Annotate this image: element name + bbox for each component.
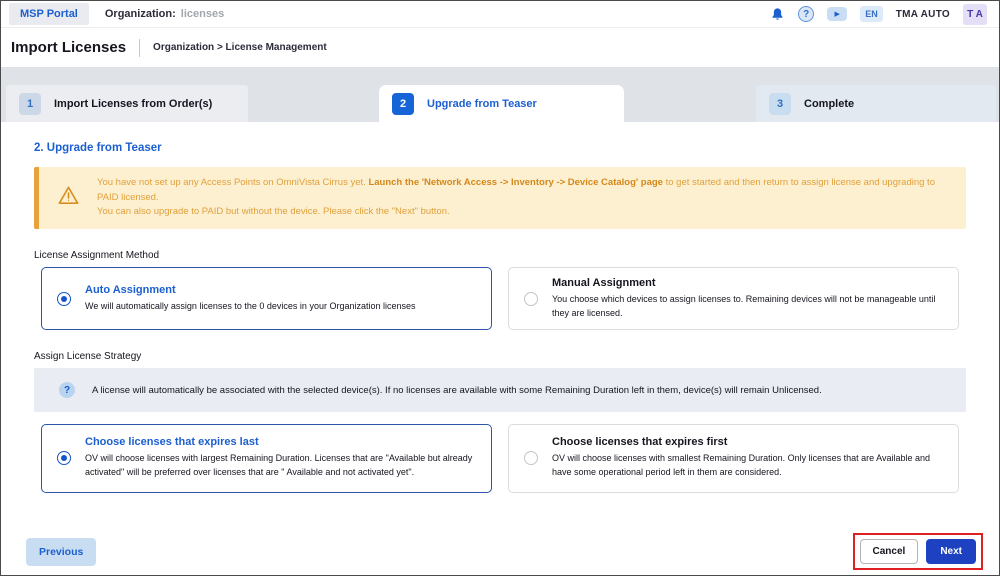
expires-last-title: Choose licenses that expires last xyxy=(85,436,259,449)
assign-license-strategy-label: Assign License Strategy xyxy=(34,351,142,363)
msp-portal-tab[interactable]: MSP Portal xyxy=(9,3,89,25)
license-assignment-method-label: License Assignment Method xyxy=(34,250,160,262)
expires-first-title: Choose licenses that expires first xyxy=(552,436,728,449)
manual-assignment-option[interactable] xyxy=(508,267,959,330)
section-title: 2. Upgrade from Teaser xyxy=(34,142,162,154)
manual-assignment-description: You choose which devices to assign licenses to. Remaining devices will not be manageable until they are licensed. xyxy=(552,294,936,318)
step-2-label: Upgrade from Teaser xyxy=(427,97,537,110)
expires-first-radio[interactable] xyxy=(524,451,538,465)
auto-assignment-text xyxy=(85,284,416,314)
page-title: Import Licenses xyxy=(11,39,127,56)
account-name: TMA AUTO xyxy=(895,8,950,20)
tab-complete[interactable] xyxy=(756,85,996,122)
previous-button[interactable]: Previous xyxy=(26,538,96,566)
auto-assignment-description: We will automatically assign licenses to the 0 devices in your Organization licenses xyxy=(85,300,416,311)
expires-last-text xyxy=(85,436,476,479)
wizard-tab-strip xyxy=(1,67,999,122)
header-divider xyxy=(139,39,140,57)
tour-play-icon[interactable]: ▶ xyxy=(827,7,847,21)
assignment-method-options xyxy=(41,267,959,330)
strategy-options xyxy=(41,424,959,493)
step-2-badge: 2 xyxy=(392,93,414,115)
help-icon[interactable]: ? xyxy=(798,6,814,22)
language-badge[interactable]: EN xyxy=(860,6,883,22)
page-header xyxy=(1,28,999,67)
warning-line1-post: to get started and then return to assign license and upgrading to PAID licensed. xyxy=(97,177,935,203)
breadcrumb[interactable]: Organization > License Management xyxy=(153,42,327,53)
warning-banner xyxy=(34,167,966,229)
cancel-button[interactable]: Cancel xyxy=(860,539,919,564)
wizard-step-content xyxy=(1,122,999,575)
tab-import-licenses-from-orders[interactable] xyxy=(6,85,248,122)
organization-label: Organization: xyxy=(104,8,176,20)
topbar-actions xyxy=(770,4,987,25)
warning-line1-pre: You have not set up any Access Points on OmniVista Cirrus yet. xyxy=(97,177,369,188)
highlighted-action-group xyxy=(853,533,983,570)
warning-triangle-icon xyxy=(57,184,80,212)
user-avatar[interactable]: T A xyxy=(963,4,987,25)
question-circle-icon: ? xyxy=(59,382,75,398)
auto-assignment-title: Auto Assignment xyxy=(85,283,176,296)
expires-last-radio[interactable] xyxy=(57,451,71,465)
strategy-info-text: A license will automatically be associated with the selected device(s). If no licenses are available with some Remaining Duration left in them, device(s) will remain Unlicensed. xyxy=(92,384,822,396)
manual-assignment-radio[interactable] xyxy=(524,292,538,306)
expires-first-text xyxy=(552,436,943,479)
expires-last-description: OV will choose licenses with largest Remaining Duration. Licenses that are "Available but already activated" will be preferred over licenses that are " Available and not activated yet". xyxy=(85,453,473,477)
manual-assignment-title: Manual Assignment xyxy=(552,277,656,290)
notifications-bell-icon[interactable] xyxy=(770,7,785,22)
warning-line-2: You can also upgrade to PAID but without the device. Please click the "Next" button. xyxy=(97,206,450,218)
step-1-label: Import Licenses from Order(s) xyxy=(54,97,213,110)
strategy-info-banner xyxy=(34,368,966,412)
warning-line-1 xyxy=(97,176,950,205)
warning-text xyxy=(97,176,950,220)
auto-assignment-option[interactable] xyxy=(41,267,492,330)
organization-value[interactable]: licenses xyxy=(180,8,225,20)
auto-assignment-radio[interactable] xyxy=(57,292,71,306)
next-button[interactable]: Next xyxy=(926,539,976,564)
tab-upgrade-from-teaser[interactable] xyxy=(379,85,624,122)
expires-first-description: OV will choose licenses with smallest Remaining Duration. Only licenses that are Available and have some operational period left in them are considered. xyxy=(552,453,931,477)
wizard-footer xyxy=(26,533,983,570)
top-bar xyxy=(1,1,999,28)
manual-assignment-text xyxy=(552,277,943,320)
step-3-label: Complete xyxy=(804,97,855,110)
expires-first-option[interactable] xyxy=(508,424,959,493)
step-1-badge: 1 xyxy=(19,93,41,115)
device-catalog-link[interactable]: Launch the 'Network Access -> Inventory -> Device Catalog' page xyxy=(368,177,663,188)
expires-last-option[interactable] xyxy=(41,424,492,493)
step-3-badge: 3 xyxy=(769,93,791,115)
